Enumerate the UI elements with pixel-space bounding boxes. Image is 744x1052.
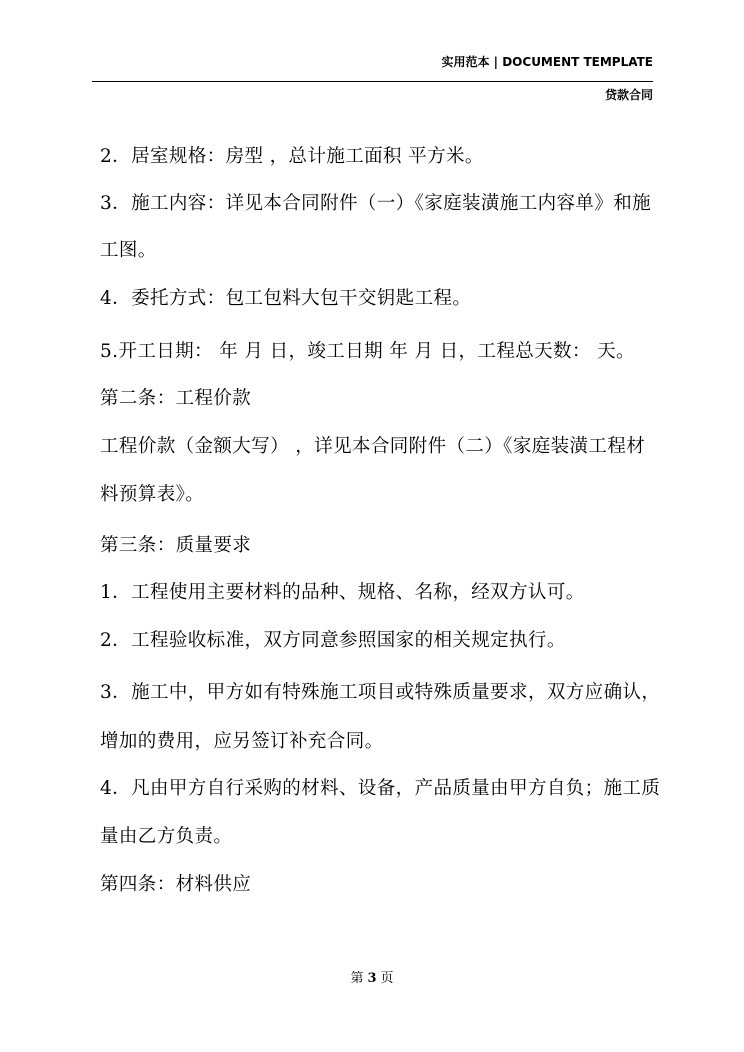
paragraph-line: 2．居室规格：房型 ，总计施工面积 平方米。 (100, 146, 484, 167)
paragraph-line: 1．工程使用主要材料的品种、规格、名称，经双方认可。 (100, 582, 585, 603)
page-footer (0, 967, 744, 986)
paragraph-line: 3．施工中，甲方如有特殊施工项目或特殊质量要求，双方应确认， (100, 682, 661, 703)
footer-suffix: 页 (380, 971, 394, 986)
footer-prefix: 第 (350, 971, 364, 986)
header-title: 实用范本 | DOCUMENT TEMPLATE (441, 55, 653, 69)
paragraph-line: 工图。 (100, 240, 157, 261)
paragraph-line: 料预算表》。 (100, 484, 205, 505)
section-heading: 第三条：质量要求 (100, 535, 252, 556)
section-heading: 第四条：材料供应 (100, 874, 252, 895)
header-subtitle: 贷款合同 (604, 88, 653, 102)
paragraph-line: 增加的费用，应另签订补充合同。 (100, 731, 384, 752)
page-number: 3 (367, 971, 377, 986)
paragraph-line: 2．工程验收标准，双方同意参照国家的相关规定执行。 (100, 630, 566, 651)
paragraph-line: 3．施工内容：详见本合同附件（一）《家庭装潢施工内容单》和施 (100, 193, 652, 214)
paragraph-line: 4．委托方式：包工包料大包干交钥匙工程。 (100, 288, 472, 309)
paragraph-line: 5.开工日期： 年 月 日，竣工日期 年 月 日，工程总天数： 天。 (100, 341, 635, 362)
header-divider (92, 81, 653, 82)
paragraph-line: 量由乙方负责。 (100, 826, 233, 847)
paragraph-line: 4．凡由甲方自行采购的材料、设备，产品质量由甲方自负；施工质 (100, 778, 661, 799)
section-heading: 第二条：工程价款 (100, 388, 252, 409)
paragraph-line: 工程价款（金额大写） ，详见本合同附件（二）《家庭装潢工程材 (100, 436, 646, 457)
